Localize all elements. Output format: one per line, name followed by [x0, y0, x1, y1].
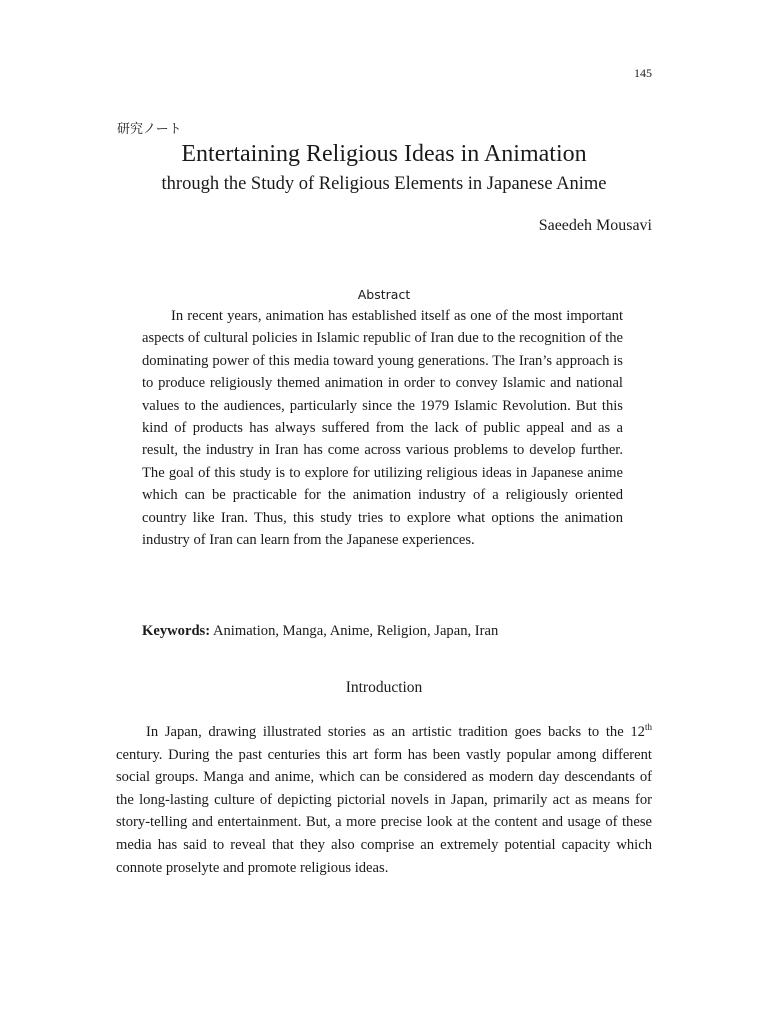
introduction-heading: Introduction	[345, 679, 423, 696]
article-subtitle: through the Study of Religious Elements in Japanese Anime	[161, 174, 607, 194]
keywords	[142, 620, 498, 642]
abstract-heading: Abstract	[357, 287, 411, 302]
introduction-body	[116, 721, 652, 879]
article-title: Entertaining Religious Ideas in Animation	[181, 141, 587, 167]
introduction-text-rest: century. During the past centuries this art form has been vastly popular among different social groups. Manga and anime, which can be considered as modern day descendants of the long-lasting culture of depicting pictorial novels in Japan, primarily act as means for story-telling and entertainment. But, a more precise look at the content and usage of these media has said to reveal that they also comprise an extremely potential capacity which connote proselyte and promote religious ideas.	[116, 746, 652, 876]
article-category: 研究ノート	[117, 122, 182, 137]
keywords-value: Animation, Manga, Anime, Religion, Japan, Iran	[212, 623, 499, 639]
abstract-body: In recent years, animation has established itself as one of the most important aspects of cultural policies in Islamic republic of Iran due to the recognition of the dominating power of this media toward young generations. The Iran’s approach is to produce religiously themed animation in order to convey Islamic and national values to the audiences, particularly since the 1979 Islamic Revolution. But this kind of products has always suffered from the lack of public appeal and as a result, the industry in Iran has come across various problems to develop further. The goal of this study is to explore for utilizing religious ideas in Japanese anime which can be practicable for the animation industry of a religiously oriented country like Iran. Thus, this study tries to explore what options the animation industry of Iran can learn from the Japanese experiences.	[142, 308, 623, 549]
keywords-label: Keywords:	[142, 623, 211, 639]
author-name: Saeedeh Mousavi	[538, 217, 652, 234]
introduction-text-start: In Japan, drawing illustrated stories as an artistic tradition goes backs to the 12	[146, 724, 645, 740]
century-superscript: th	[644, 722, 652, 733]
page-number: 145	[634, 66, 652, 80]
